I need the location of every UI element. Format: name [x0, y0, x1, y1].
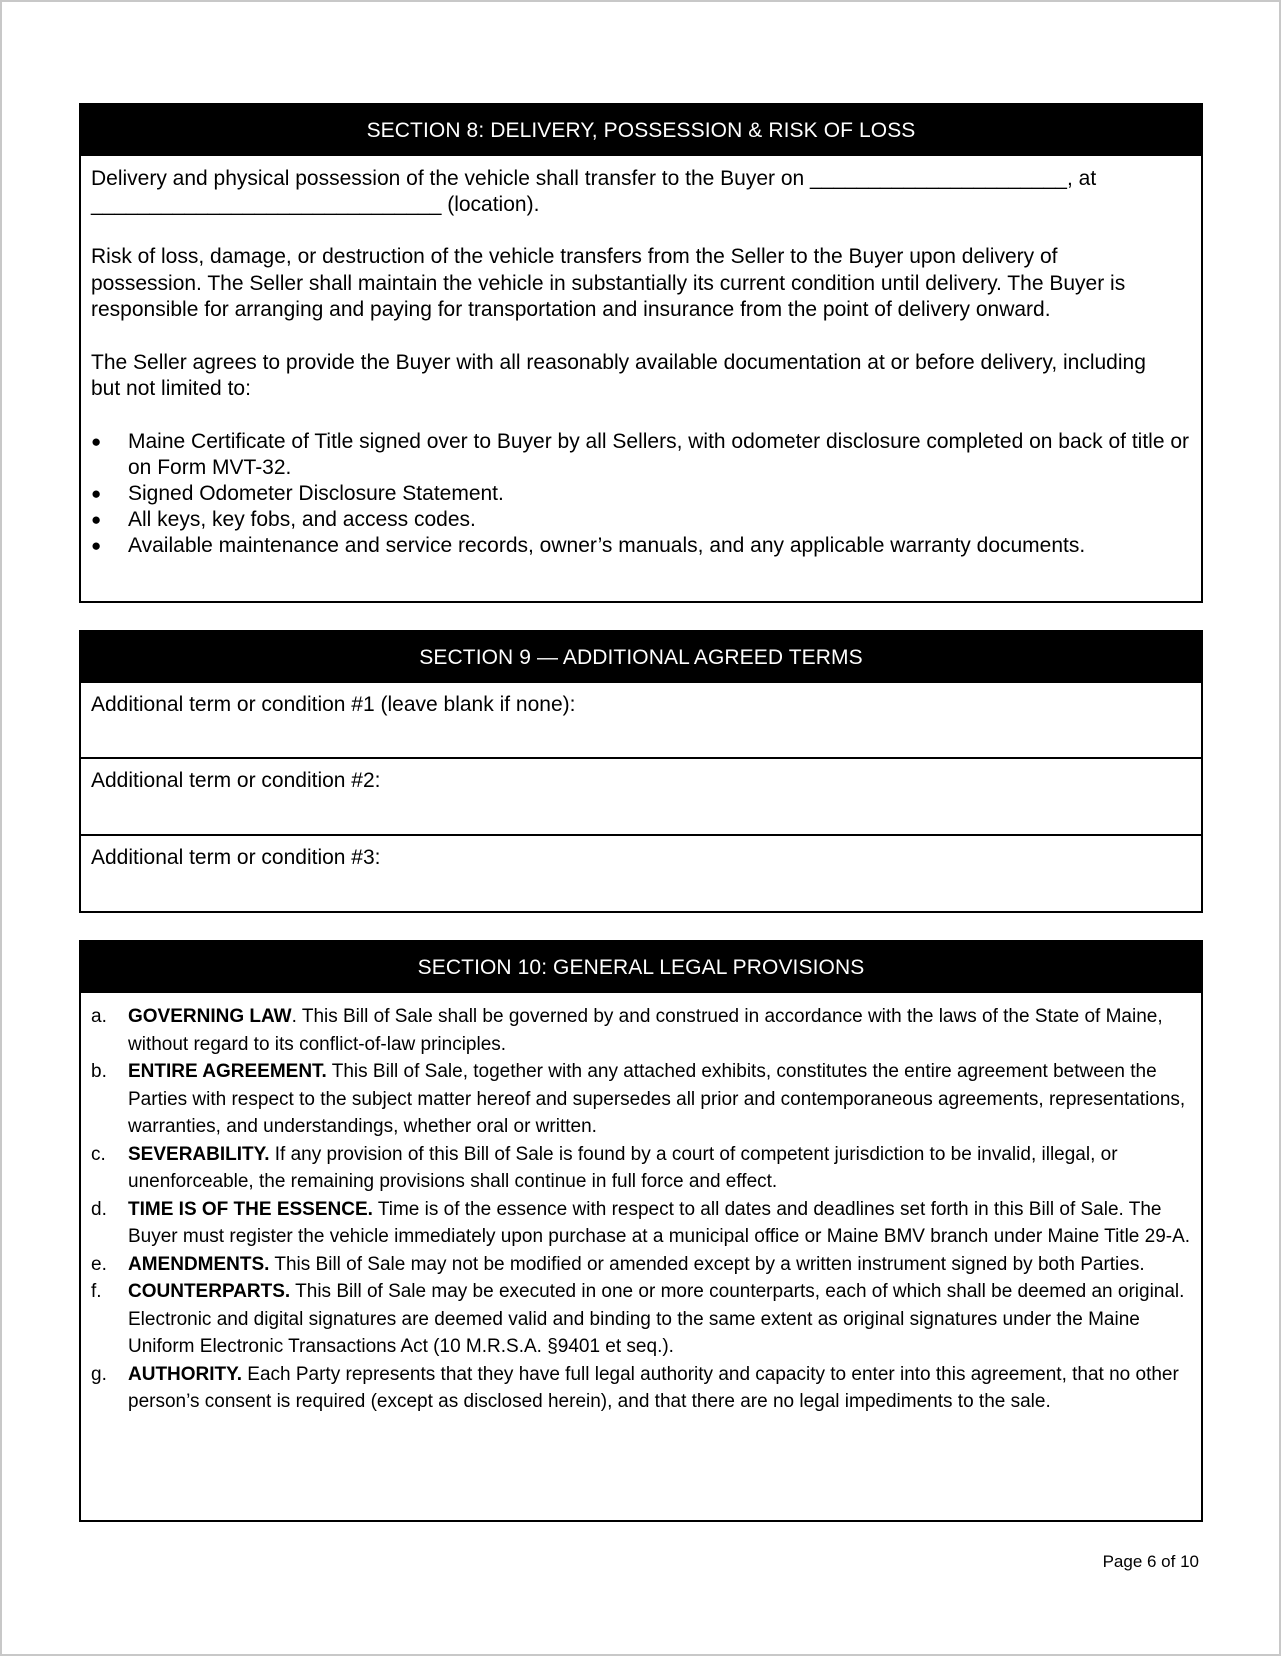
list-item: ● Available maintenance and service records, owner’s manuals, and any applicable warranty documents. [91, 533, 1086, 557]
section-8-header: SECTION 8: DELIVERY, POSSESSION & RISK OF LOSS [81, 105, 1201, 156]
section-9-header: SECTION 9 — ADDITIONAL AGREED TERMS [81, 632, 1201, 683]
provision-item: d. TIME IS OF THE ESSENCE. Time is of the essence with respect to all dates and deadlines set forth in this Bill of Sale. The Buyer must register the vehicle immediately upon purchase at a municipal office or Maine BMV branch under Maine Title 29-A. [91, 1198, 1191, 1247]
list-item: ● Maine Certificate of Title signed over to Buyer by all Sellers, with odometer disclosure completed on back of title or on Form MVT-32. [91, 429, 1190, 479]
list-item: ● Signed Odometer Disclosure Statement. [91, 481, 504, 505]
section-8-box [79, 103, 1203, 603]
documentation-list [81, 429, 1201, 559]
documentation-paragraph: The Seller agrees to provide the Buyer with all reasonably available documentation at or before delivery, including but not limited to: [91, 350, 1146, 400]
provision-item: g. AUTHORITY. Each Party represents that they have full legal authority and capacity to enter into this agreement, that no other person’s consent is required (except as disclosed herein), and that there are no legal impediments to the sale. [91, 1363, 1179, 1412]
provision-item: c. SEVERABILITY. If any provision of this Bill of Sale is found by a court of competent jurisdiction to be invalid, illegal, or unenforceable, the remaining provisions shall continue in full force and effect. [91, 1143, 1118, 1192]
provisions-list [81, 993, 1201, 1416]
additional-term-1[interactable]: Additional term or condition #1 (leave blank if none): [91, 693, 576, 716]
section-10-header: SECTION 10: GENERAL LEGAL PROVISIONS [81, 942, 1201, 993]
additional-term-3[interactable]: Additional term or condition #3: [81, 834, 1201, 910]
bullet-icon: ● [91, 535, 102, 555]
delivery-line-2: ______________________________ (location). [91, 193, 540, 216]
provision-item: a. GOVERNING LAW. This Bill of Sale shall be governed by and construed in accordance with the laws of the State of Maine, without regard to its conflict-of-law principles. [91, 1006, 1163, 1055]
bullet-icon: ● [91, 483, 102, 503]
list-item: ● All keys, key fobs, and access codes. [91, 507, 476, 531]
bullet-icon: ● [91, 509, 102, 529]
page-number: Page 6 of 10 [1102, 1552, 1199, 1571]
provision-item: f. COUNTERPARTS. This Bill of Sale may be executed in one or more counterparts, each of which shall be deemed an original. Electronic and digital signatures are deemed valid and binding to the same extent as original signatures under the Maine Uniform Electronic Transactions Act (10 M.R.S.A. §9401 et seq.). [91, 1281, 1185, 1357]
section-10-box [79, 940, 1203, 1522]
risk-of-loss-paragraph: Risk of loss, damage, or destruction of the vehicle transfers from the Seller to the Buyer upon delivery of possession. The Seller shall maintain the vehicle in substantially its current condition until delivery. The Buyer is responsible for arranging and paying for transportation and insurance from the point of delivery onward. [91, 245, 1126, 321]
delivery-line-1: Delivery and physical possession of the vehicle shall transfer to the Buyer on ______________________, at [91, 167, 1097, 190]
additional-term-2[interactable]: Additional term or condition #2: [81, 757, 1201, 834]
bullet-icon: ● [91, 431, 102, 451]
section-9-box [79, 630, 1203, 913]
provision-item: b. ENTIRE AGREEMENT. This Bill of Sale, together with any attached exhibits, constitutes the entire agreement between the Parties with respect to the subject matter hereof and supersedes all prior and contemporaneous agreements, representations, warranties, and understandings, whether oral or written. [91, 1061, 1186, 1137]
provision-item: e. AMENDMENTS. This Bill of Sale may not be modified or amended except by a written instrument signed by both Parties. [91, 1253, 1145, 1275]
